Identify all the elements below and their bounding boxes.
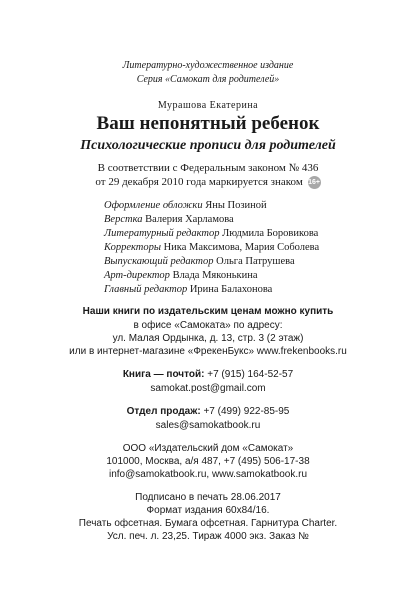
mail-order-label: Книга — почтой: (122, 369, 205, 380)
credit-role: Арт-директор (104, 270, 170, 281)
credit-name: Влада Мяконькина (172, 270, 258, 281)
author-name: Мурашова Екатерина (157, 100, 259, 111)
age-mark-line (0, 176, 416, 189)
credit-name: Яны Позиной (205, 200, 267, 211)
edition-type: Литературно-художественное издание (122, 60, 294, 71)
credit-editor-in-chief (104, 284, 272, 295)
credit-proofreaders (104, 242, 319, 253)
credit-name: Людмила Боровикова (222, 228, 319, 239)
sales-phone: +7 (499) 922-85-95 (203, 406, 290, 417)
age-rating-badge: 16+ (308, 176, 321, 189)
credit-role: Литературный редактор (104, 228, 220, 239)
publisher-name: ООО «Издательский дом «Самокат» (122, 443, 294, 454)
credit-role: Главный редактор (104, 284, 188, 295)
credit-role: Выпускающий редактор (104, 256, 214, 267)
age-mark-text: от 29 декабря 2010 года маркируется знаком (95, 176, 303, 189)
buy-address: ул. Малая Ордынка, д. 13, стр. 3 (2 этаж) (112, 333, 304, 344)
buy-office: в офисе «Самоката» по адресу: (133, 320, 283, 331)
buy-online-store: или в интернет-магазине «ФрекенБукс» www.frekenbooks.ru (69, 346, 347, 357)
age-law-line: В соответствии с Федеральным законом № 436 (97, 162, 319, 174)
sales-line (0, 406, 416, 417)
sales-email: sales@samokatbook.ru (155, 420, 261, 431)
print-signed: Подписано в печать 28.06.2017 (135, 492, 281, 503)
publisher-web: info@samokatbook.ru, www.samokatbook.ru (108, 469, 308, 480)
credit-role: Верстка (104, 214, 143, 225)
book-title: Ваш непонятный ребенок (96, 113, 320, 134)
series-name: Серия «Самокат для родителей» (136, 74, 280, 85)
credit-art-director (104, 270, 258, 281)
credit-name: Валерия Харламова (145, 214, 234, 225)
credit-name: Ольга Патрушева (216, 256, 295, 267)
credit-role: Оформление обложки (104, 200, 203, 211)
credit-literary-editor (104, 228, 318, 239)
credit-cover (104, 200, 267, 211)
sales-label: Отдел продаж: (126, 406, 201, 417)
print-paper: Печать офсетная. Бумага офсетная. Гарнитура Charter. (78, 518, 338, 529)
print-run: Усл. печ. л. 23,25. Тираж 4000 экз. Заказ № (107, 531, 309, 542)
mail-order-phone: +7 (915) 164-52-57 (207, 369, 294, 380)
book-subtitle: Психологические прописи для родителей (80, 138, 336, 153)
mail-order-email: samokat.post@gmail.com (150, 383, 266, 394)
print-format: Формат издания 60x84/16. (146, 505, 270, 516)
buy-heading: Наши книги по издательским ценам можно купить (82, 306, 334, 317)
credit-name: Ирина Балахонова (189, 284, 273, 295)
credit-role: Корректоры (104, 242, 161, 253)
credit-layout (104, 214, 234, 225)
credit-managing-editor (104, 256, 295, 267)
mail-order-line (0, 369, 416, 380)
credit-name: Ника Максимова, Мария Соболева (163, 242, 320, 253)
publisher-address: 101000, Москва, а/я 487, +7 (495) 506-17-38 (106, 456, 310, 467)
